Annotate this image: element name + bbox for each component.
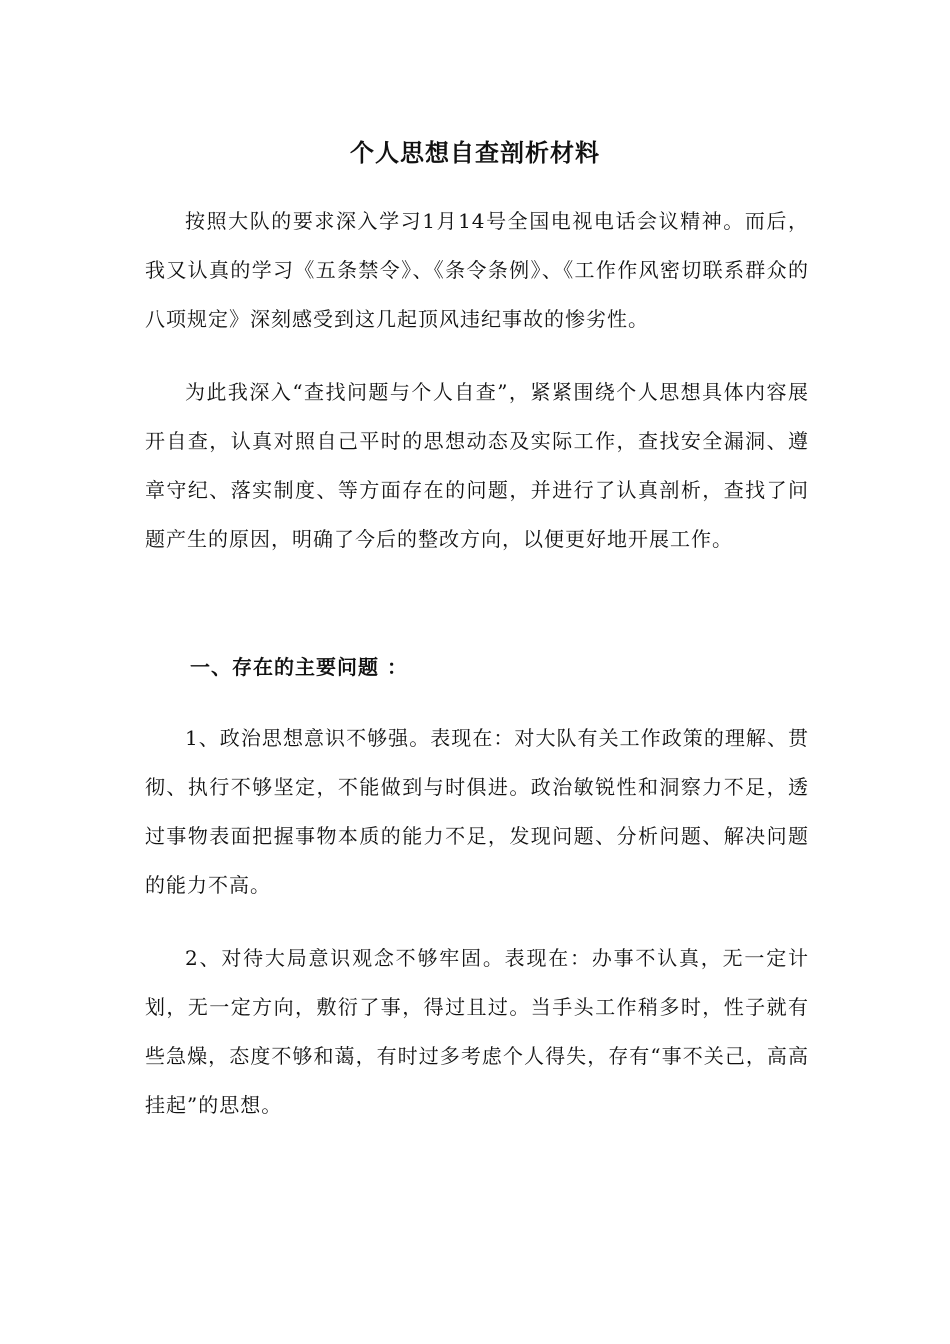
section-heading-main-problems: 一、存在的主要问题 ：: [190, 655, 408, 679]
self-check-paragraph: 为此我深入“查找问题与个人自查”，紧紧围绕个人思想具体内容展开自查，认真对照自己平时的思想动态及实际工作，查找安全漏洞、遵章守纪、落实制度、等方面存在的问题，并进行了认真剖析，查找了问题产生的原因，明确了今后的整改方向，以便更好地开展工作。: [145, 380, 809, 551]
intro-paragraph: 按照大队的要求深入学习1月14号全国电视电话会议精神。而后，我又认真的学习《五条禁令》、《条令条例》、《工作作风密切联系群众的八项规定》深刻感受到这几起顶风违纪事故的惨劣性。: [145, 209, 809, 331]
problem-item-2: 2、对待大局意识观念不够牢固。表现在：办事不认真，无一定计划，无一定方向，敷衍了事，得过且过。当手头工作稍多时，性子就有些急燥，态度不够和蔼，有时过多考虑个人得失，存有“事不关己，高高挂起”的思想。: [145, 946, 809, 1117]
document-title: 个人思想自查剖析材料: [350, 138, 600, 167]
problem-item-1: 1、政治思想意识不够强。表现在：对大队有关工作政策的理解、贯彻、执行不够坚定，不能做到与时俱进。政治敏锐性和洞察力不足，透过事物表面把握事物本质的能力不足，发现问题、分析问题、解决问题的能力不高。: [145, 726, 809, 897]
